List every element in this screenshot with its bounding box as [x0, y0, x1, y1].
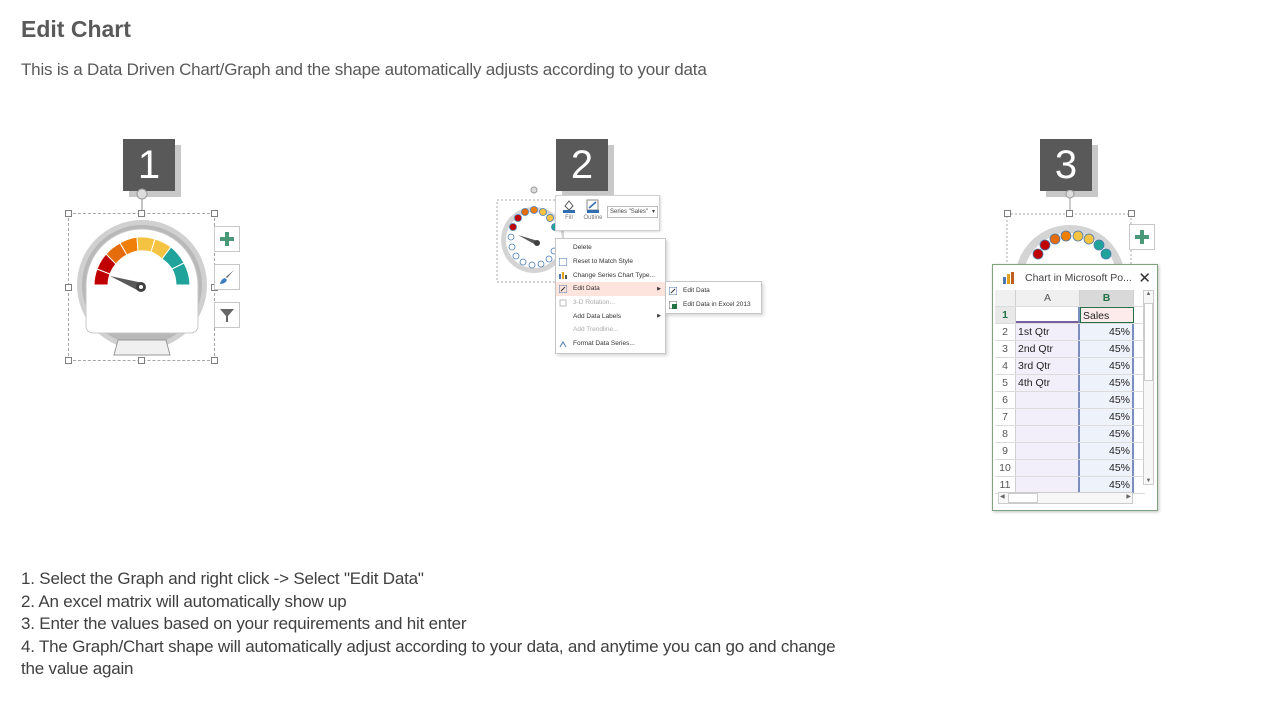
cell-b1[interactable]: Sales — [1080, 307, 1134, 323]
column-header-row — [995, 290, 1145, 307]
cell[interactable]: 45% — [1080, 358, 1134, 374]
table-row — [995, 341, 1145, 358]
chart-app-icon — [1003, 272, 1017, 284]
spreadsheet-grid — [995, 290, 1145, 494]
cell[interactable]: 45% — [1080, 324, 1134, 340]
paint-bucket-icon — [562, 199, 576, 213]
instruction-line: the value again — [21, 659, 134, 679]
instruction-line: 2. An excel matrix will automatically show up — [21, 591, 347, 611]
plus-icon — [219, 231, 235, 247]
rotation-icon — [559, 299, 567, 307]
cell[interactable] — [1016, 477, 1080, 493]
table-row — [995, 443, 1145, 460]
cell[interactable]: 45% — [1080, 460, 1134, 476]
scroll-thumb-h[interactable] — [1008, 493, 1038, 503]
row-header[interactable]: 10 — [995, 460, 1016, 476]
cell[interactable]: 45% — [1080, 392, 1134, 408]
gauge-chart-1[interactable] — [66, 185, 218, 365]
vertical-scrollbar[interactable] — [1143, 290, 1154, 485]
instruction-line: 1. Select the Graph and right click -> Select "Edit Data" — [21, 569, 424, 588]
scroll-right-icon[interactable]: ▶ — [1126, 494, 1131, 500]
close-icon[interactable]: ✕ — [1138, 270, 1151, 287]
row-header[interactable]: 6 — [995, 392, 1016, 408]
table-row — [995, 375, 1145, 392]
column-header-a[interactable]: A — [1016, 290, 1080, 306]
menu-item-edit-data[interactable]: Edit Data ▶ — [556, 282, 665, 296]
horizontal-scrollbar[interactable] — [998, 492, 1133, 504]
filter-icon — [219, 307, 235, 323]
table-row — [995, 409, 1145, 426]
submenu-item-edit-data[interactable]: Edit Data — [666, 284, 761, 298]
outline-button[interactable]: Outline — [581, 199, 605, 229]
cell[interactable] — [1016, 443, 1080, 459]
menu-item-change-chart-type[interactable]: Change Series Chart Type... — [556, 268, 665, 282]
excel-data-window — [992, 264, 1158, 511]
excel-icon — [669, 301, 677, 309]
cell[interactable]: 45% — [1080, 477, 1134, 493]
submenu-arrow-icon: ▶ — [657, 313, 661, 320]
cell[interactable]: 45% — [1080, 375, 1134, 391]
menu-item-format-data-series[interactable]: Format Data Series... — [556, 337, 665, 351]
page-subtitle: This is a Data Driven Chart/Graph and the shape automatically adjusts according to your data — [21, 60, 707, 79]
series-select[interactable]: Series "Sales" ▾ — [607, 206, 658, 218]
table-row — [995, 324, 1145, 341]
edit-data-icon — [669, 287, 677, 295]
cell[interactable]: 45% — [1080, 409, 1134, 425]
row-header[interactable]: 11 — [995, 477, 1016, 493]
pen-outline-icon — [586, 199, 600, 213]
cell[interactable]: 3rd Qtr — [1016, 358, 1080, 374]
menu-item-add-trendline[interactable]: Add Trendline... — [573, 326, 619, 334]
cell-a1[interactable] — [1016, 307, 1080, 323]
menu-item-delete[interactable]: Delete — [573, 244, 592, 252]
instruction-line: 4. The Graph/Chart shape will automatically adjust according to your data, and anytime you can go and change — [21, 636, 836, 656]
chart-styles-button[interactable] — [214, 264, 240, 290]
fill-button[interactable]: Fill — [560, 199, 578, 229]
gauge-chart-2[interactable] — [494, 185, 564, 285]
chart-filters-button[interactable] — [214, 302, 240, 328]
page-title: Edit Chart — [21, 16, 131, 42]
table-row — [995, 358, 1145, 375]
cell[interactable] — [1016, 409, 1080, 425]
cell[interactable]: 45% — [1080, 443, 1134, 459]
instructions — [21, 568, 835, 681]
table-row — [995, 307, 1145, 324]
cell[interactable]: 1st Qtr — [1016, 324, 1080, 340]
format-ribbon — [555, 195, 660, 231]
scroll-thumb[interactable] — [1144, 303, 1153, 381]
step-badge-3: 3 — [1040, 139, 1092, 191]
row-header[interactable]: 5 — [995, 375, 1016, 391]
column-header-b[interactable]: B — [1080, 290, 1134, 306]
cell[interactable]: 45% — [1080, 341, 1134, 357]
gauge-graphic-selected — [1005, 190, 1135, 270]
bar-chart-icon — [559, 271, 567, 279]
cell[interactable] — [1016, 392, 1080, 408]
context-menu — [555, 238, 666, 354]
format-series-icon — [559, 340, 567, 348]
select-all-corner[interactable] — [995, 290, 1016, 306]
row-header[interactable]: 4 — [995, 358, 1016, 374]
menu-item-add-data-labels[interactable]: Add Data Labels ▶ — [573, 312, 661, 320]
edit-data-submenu — [665, 281, 762, 314]
scroll-down-icon[interactable]: ▼ — [1145, 478, 1152, 484]
submenu-item-edit-in-excel[interactable]: Edit Data in Excel 2013 — [666, 298, 761, 312]
cell[interactable] — [1016, 426, 1080, 442]
table-row — [995, 460, 1145, 477]
cell[interactable]: 45% — [1080, 426, 1134, 442]
row-header[interactable]: 1 — [995, 307, 1016, 323]
edit-data-icon — [559, 285, 567, 293]
table-row — [995, 392, 1145, 409]
row-header[interactable]: 7 — [995, 409, 1016, 425]
table-row — [995, 426, 1145, 443]
gauge-graphic-selected — [494, 185, 564, 285]
cell[interactable]: 4th Qtr — [1016, 375, 1080, 391]
cell[interactable]: 2nd Qtr — [1016, 341, 1080, 357]
submenu-arrow-icon: ▶ — [657, 285, 661, 292]
paintbrush-icon — [218, 268, 236, 286]
gauge-chart-3[interactable] — [1005, 190, 1135, 270]
instruction-line: 3. Enter the values based on your requirements and hit enter — [21, 614, 467, 634]
menu-item-3d-rotation[interactable]: 3-D Rotation... — [556, 296, 665, 310]
scroll-up-icon[interactable]: ▲ — [1145, 291, 1152, 297]
chart-elements-button-3[interactable] — [1129, 224, 1155, 250]
scroll-left-icon[interactable]: ◀ — [1000, 494, 1005, 500]
chart-elements-button[interactable] — [214, 226, 240, 252]
reset-style-icon — [559, 258, 567, 266]
row-header[interactable]: 2 — [995, 324, 1016, 340]
row-header[interactable]: 8 — [995, 426, 1016, 442]
row-header[interactable]: 9 — [995, 443, 1016, 459]
row-header[interactable]: 3 — [995, 341, 1016, 357]
excel-title-bar[interactable]: Chart in Microsoft Po... ✕ — [993, 265, 1157, 290]
plus-icon — [1134, 229, 1150, 245]
cell[interactable] — [1016, 460, 1080, 476]
step-badge-1: 1 — [123, 139, 175, 191]
step-badge-2: 2 — [556, 139, 608, 191]
menu-item-reset-style[interactable]: Reset to Match Style — [556, 255, 665, 269]
dropdown-arrow-icon: ▾ — [651, 209, 655, 215]
